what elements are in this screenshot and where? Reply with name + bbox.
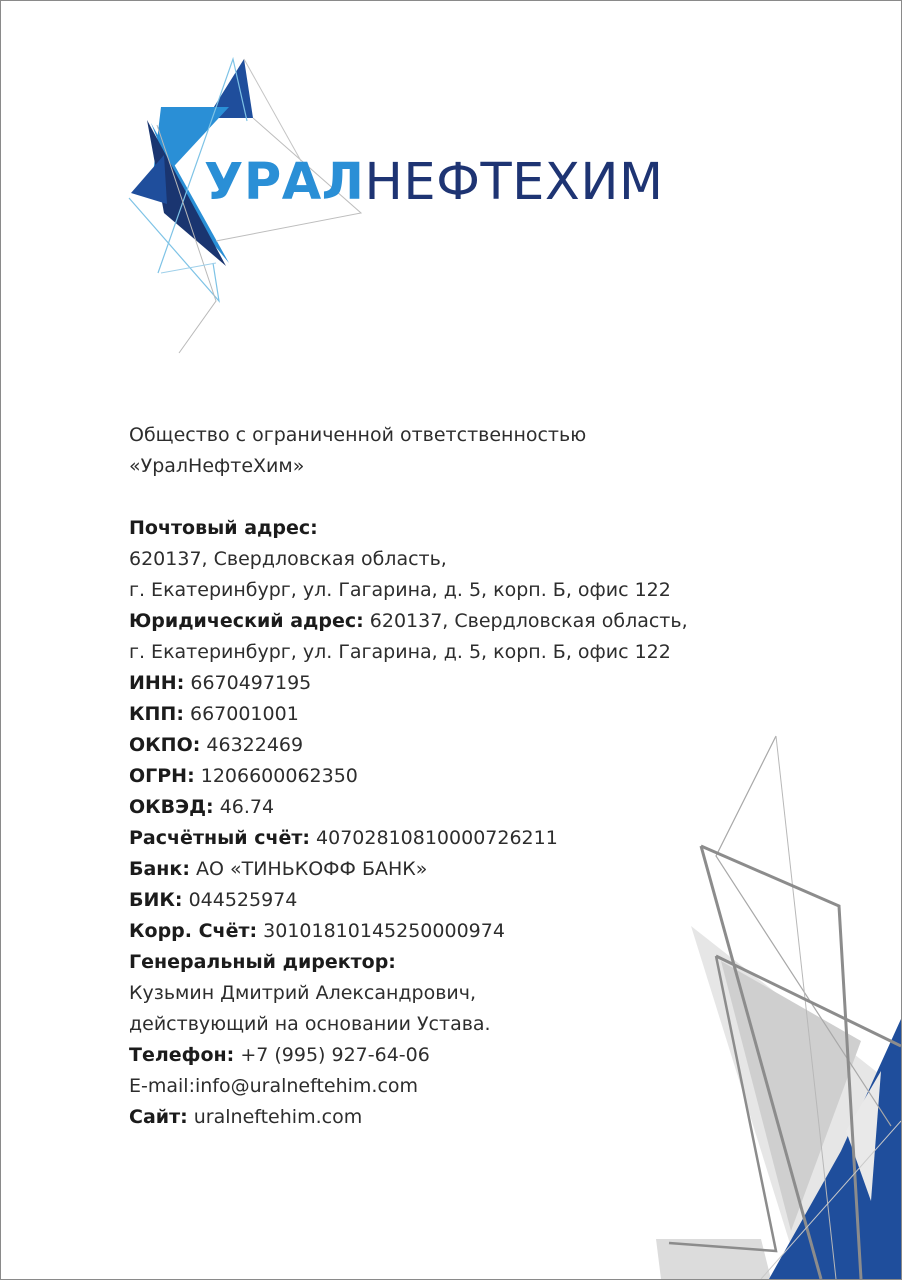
logo-word-neftehim: НЕФТЕХИМ [364, 153, 664, 212]
phone-label: Телефон: [129, 1044, 235, 1066]
director-name: Кузьмин Дмитрий Александрович, [129, 982, 477, 1004]
corr-account-label: Корр. Счёт: [129, 920, 258, 942]
inn-value: 6670497195 [190, 672, 312, 694]
ogrn-value: 1206600062350 [200, 765, 358, 787]
corr-account-value: 30101810145250000974 [263, 920, 505, 942]
ogrn-row [129, 761, 769, 792]
bik-label: БИК: [129, 889, 183, 911]
okved-label: ОКВЭД: [129, 796, 214, 818]
site-label: Сайт: [129, 1106, 188, 1128]
legal-address-line1: 620137, Свердловская область, [369, 610, 688, 632]
bik-row [129, 885, 769, 916]
legal-address-row [129, 606, 769, 637]
postal-address-line2: г. Екатеринбург, ул. Гагарина, д. 5, корп. Б, офис 122 [129, 579, 671, 601]
company-type: Общество с ограниченной ответственностью [129, 424, 587, 446]
corr-account-row [129, 916, 769, 947]
okpo-label: ОКПО: [129, 734, 201, 756]
kpp-value: 667001001 [189, 703, 299, 725]
bank-value: АО «ТИНЬКОФФ БАНК» [195, 858, 428, 880]
bik-value: 044525974 [188, 889, 298, 911]
ogrn-label: ОГРН: [129, 765, 195, 787]
account-row [129, 823, 769, 854]
account-label: Расчётный счёт: [129, 827, 310, 849]
postal-address-label: Почтовый адрес: [129, 517, 318, 539]
inn-label: ИНН: [129, 672, 185, 694]
company-name: «УралНефтеХим» [129, 455, 305, 477]
company-details [129, 420, 769, 1133]
okved-row [129, 792, 769, 823]
phone-row [129, 1040, 769, 1071]
director-label: Генеральный директор: [129, 951, 396, 973]
director-basis: действующий на основании Устава. [129, 1013, 491, 1035]
kpp-label: КПП: [129, 703, 184, 725]
logo-word-ural: УРАЛ [204, 153, 365, 212]
okpo-value: 46322469 [206, 734, 304, 756]
bank-label: Банк: [129, 858, 190, 880]
corner-light-gray-2 [656, 1239, 771, 1279]
account-value: 40702810810000726211 [316, 827, 558, 849]
okpo-row [129, 730, 769, 761]
site-row [129, 1102, 769, 1133]
legal-address-label: Юридический адрес: [129, 610, 364, 632]
bank-row [129, 854, 769, 885]
postal-address-line1: 620137, Свердловская область, [129, 548, 447, 570]
inn-row [129, 668, 769, 699]
site-value: uralneftehim.com [193, 1106, 363, 1128]
okved-value: 46.74 [219, 796, 275, 818]
email-line: E-mail:info@uralneftehim.com [129, 1075, 419, 1097]
kpp-row [129, 699, 769, 730]
phone-value: +7 (995) 927-64-06 [240, 1044, 430, 1066]
legal-address-line2: г. Екатеринбург, ул. Гагарина, д. 5, корп. Б, офис 122 [129, 641, 671, 663]
